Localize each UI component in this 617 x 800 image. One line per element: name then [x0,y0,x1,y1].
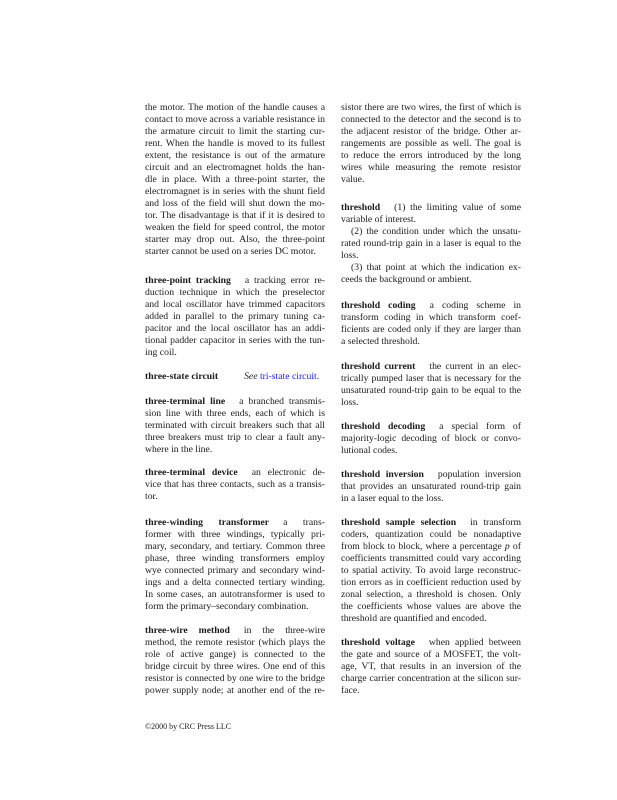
entry-line [341,673,521,685]
entry-line [145,553,325,565]
entry-line [341,589,521,601]
line-text: lutional codes. [341,445,398,456]
line-text: in the three-wire [243,625,326,636]
entry-term: three-winding transformer [145,517,270,528]
entry-line [145,174,325,186]
entry-line [341,373,521,385]
line-text: charge carrier concentration at the silicon sur- [341,673,521,684]
line-text: rangements are possible as well. The goal is [341,138,521,149]
entry-line [341,397,521,409]
entry-line [145,198,325,210]
entry-line [341,312,521,324]
line-text: majority-logic decoding of block or convo- [341,433,521,444]
line-text: added in parallel to the primary tuning ca- [145,311,325,322]
line-text: population inversion [437,469,521,480]
line-text: form the primary–secondary combination. [145,601,309,612]
line-text: dle in place. With a three-point starter, the [145,174,325,185]
entry-line [341,445,521,457]
line-text: an electronic de- [251,467,325,478]
entry-line [341,433,521,445]
line-text: tor. The disadvantage is that if it is desired to [145,210,325,221]
entry-line [341,114,521,126]
line-text: weaken the field for speed control, the motor [145,222,325,233]
line-text: pacitor and the local oscillator has an addi- [145,323,325,334]
entry-line [145,637,325,649]
line-text: a selected threshold. [341,336,420,347]
entry-line [341,541,521,553]
entry-line [341,214,521,226]
entry-line [341,601,521,613]
entry-line [145,222,325,234]
entry-term: threshold voltage [341,637,415,648]
entry-line [145,311,325,323]
line-text: tor. [145,491,158,502]
entry-line [341,649,521,661]
copyright-footer: ©2000 by CRC Press LLC [145,722,232,731]
entry-line [145,186,325,198]
entry-line [145,432,325,444]
entry-line [145,491,325,503]
line-text: coders, quantization could be nonadaptive [341,529,521,540]
line-text: duction technique in which the preselector [145,287,325,298]
line-text: coefficients transmitted could vary according [341,553,521,564]
line-text: starter may drop out. Also, the three-point [145,234,325,245]
entry-term: threshold sample selection [341,517,457,528]
line-text: ficients are coded only if they are larger than [341,324,521,335]
entry-line [145,589,325,601]
entry-line [145,420,325,432]
entry-term: three-wire method [145,625,230,636]
entry-line [341,162,521,174]
entry-line [145,601,325,613]
line-text: loss. [341,250,359,261]
line-text: the adjacent resistor of the bridge. Other ar- [341,126,521,137]
line-text: bridge circuit by three wires. One end of this [145,661,325,672]
line-text: (3) that point at which the indication ex- [351,262,521,273]
glossary-entry [341,517,521,625]
see-label: See [244,371,258,382]
line-text: ceeds the background or ambient. [341,274,472,285]
entry-line [145,649,325,661]
line-text: vice that has three contacts, such as a transis- [145,479,325,490]
line-text: power supply node; at another end of the re- [145,685,325,696]
entry-term: three-terminal line [145,396,226,407]
line-text: resistor is connected by one wire to the bridge [145,673,325,684]
line-text: trically pumped laser that is necessary for the [341,373,521,384]
entry-line [145,275,325,287]
line-text: zonal selection, a threshold is chosen. Only [341,589,521,600]
line-text: contact to move across a variable resistance in [145,114,325,125]
line-text: in a laser equal to the loss. [341,493,444,504]
glossary-entry [145,625,325,697]
math-variable: p [504,541,510,552]
entry-line [145,287,325,299]
line-text: rated round-trip gain in a laser is equal to the [341,238,521,249]
line-text: tion errors as in coefficient reduction used by [341,577,521,588]
line-text: wye connected primary and secondary wind- [145,565,325,576]
line-text: a coding scheme in [429,300,522,311]
entry-term: threshold decoding [341,421,426,432]
entry-line [341,138,521,150]
line-text: face. [341,685,360,696]
line-text: circuit and an electromagnet holds the han- [145,162,325,173]
entry-line [341,385,521,397]
glossary-entry [145,371,325,383]
line-text: the motor. The motion of the handle causes a [145,102,325,113]
glossary-entry [341,637,521,697]
entry-line [145,150,325,162]
line-text: wires while measuring the remote resistor [341,162,521,173]
line-text: method, the remote resistor (which plays the [145,637,325,648]
entry-line [341,577,521,589]
line-text: tional padder capacitor in series with the tun- [145,335,325,346]
entry-line [145,246,325,258]
entry-line [145,577,325,589]
glossary-entry [341,202,521,286]
entry-line [145,529,325,541]
entry-line [341,469,521,481]
entry-term: three-state circuit [145,371,219,382]
line-text: the gate and source of a MOSFET, the volt- [341,649,521,660]
entry-line [341,361,521,373]
entry-line [145,210,325,222]
entry-line [341,174,521,186]
entry-line [145,138,325,150]
entry-line [145,479,325,491]
glossary-entry [145,275,325,359]
entry-line [341,529,521,541]
line-text: loss. [341,397,359,408]
entry-term: threshold [341,202,381,213]
line-text: transform coding in which transform coef- [341,312,521,323]
line-text: extent, the resistance is out of the armature [145,150,325,161]
glossary-entry [145,467,325,503]
entry-line [145,102,325,114]
entry-line [341,661,521,673]
entry-line [145,396,325,408]
line-text: ings and a delta connected tertiary winding. [145,577,325,588]
entry-line [145,661,325,673]
line-text: to spatial activity. To avoid large reconstruc- [341,565,521,576]
line-text: (1) the limiting value of some [394,202,521,213]
line-text: to reduce the errors introduced by the long [341,150,521,161]
line-text: variable of interest. [341,214,417,225]
line-text: connected to the detector and the second is to [341,114,521,125]
entry-line [341,324,521,336]
glossary-entry [341,421,521,457]
line-text: in transform [470,517,521,528]
entry-line [145,565,325,577]
entry-line [145,625,325,637]
line-text: terminated with circuit breakers such that all [145,420,325,431]
line-text: a special form of [439,421,521,432]
line-text: the armature circuit to limit the starting cur- [145,126,325,137]
entry-line [145,408,325,420]
entry-line [145,323,325,335]
entry-line [341,565,521,577]
line-text: sion line with three ends, each of which is [145,408,325,419]
entry-line [145,126,325,138]
entry-line [341,126,521,138]
glossary-entry [341,300,521,348]
entry-line [145,162,325,174]
entry-line [341,553,521,565]
entry-line [145,335,325,347]
entry-line [341,481,521,493]
line-text: and local oscillator have trimmed capacitors [145,299,325,310]
entry-term: threshold current [341,361,416,372]
line-text: when applied between [428,637,521,648]
entry-line [145,467,325,479]
entry-line [341,202,521,214]
glossary-entry [341,361,521,409]
entry-line [341,685,521,697]
glossary-entry [145,517,325,613]
entry-line [145,234,325,246]
entry-line [341,262,521,274]
line-text: a tracking error re- [244,275,325,286]
continued-text [341,102,521,186]
cross-reference-link[interactable]: tri-state circuit. [259,371,320,382]
line-text: ing coil. [145,347,177,358]
entry-line [341,150,521,162]
entry-line [341,274,521,286]
line-text: electromagnet is in series with the shunt field [145,186,325,197]
entry-line [341,300,521,312]
line-text: rent. When the handle is moved to its fullest [145,138,325,149]
line-text: sistor there are two wires, the first of which is [341,102,521,113]
entry-line [145,299,325,311]
line-text: the coefficients whose values are above the [341,601,521,612]
line-text: that provides an unsaturated round-trip gain [341,481,521,492]
entry-line [145,541,325,553]
entry-line [341,613,521,625]
entry-line [145,517,325,529]
entry-line [341,238,521,250]
line-text: the current in an elec- [429,361,521,372]
line-text: a branched transmis- [239,396,325,407]
entry-term: threshold inversion [341,469,424,480]
entry-line [341,250,521,262]
line-text: age, VT, that results in an inversion of the [341,661,521,672]
line-text: role of active gange) is connected to the [145,649,325,660]
line-text: unsaturated round-trip gain to be equal to the [341,385,521,396]
line-text: starter cannot be used on a series DC motor. [145,246,316,257]
line-text: and loss of the field will shut down the mo- [145,198,325,209]
glossary-entry [341,469,521,505]
entry-line [341,336,521,348]
entry-line [145,347,325,359]
entry-term: three-terminal device [145,467,238,478]
entry-line [145,673,325,685]
line-text: three breakers must trip to clear a fault any- [145,432,325,443]
entry-line [341,493,521,505]
line-text: where in the line. [145,444,213,455]
line-text: phase, three winding transformers employ [145,553,325,564]
entry-line [341,102,521,114]
glossary-entry [145,396,325,456]
entry-line [145,371,325,383]
entry-line [145,444,325,456]
entry-line [341,421,521,433]
entry-line [341,637,521,649]
line-text: In some cases, an autotransformer is used to [145,589,325,600]
line-text: former with three windings, typically pri- [145,529,325,540]
line-text: threshold are quantified and encoded. [341,613,487,624]
line-text: mary, secondary, and tertiary. Common three [145,541,325,552]
entry-line [145,114,325,126]
line-text: a trans- [283,517,325,528]
line-text: of [509,541,522,552]
line-text: value. [341,174,365,185]
entry-line [145,685,325,697]
entry-line [341,517,521,529]
entry-term: threshold coding [341,300,416,311]
continued-text [145,102,325,258]
entry-line [341,226,521,238]
line-text: (2) the condition under which the unsatu- [351,226,521,237]
entry-term: three-point tracking [145,275,231,286]
line-text: from block to block, where a percentage [341,541,505,552]
